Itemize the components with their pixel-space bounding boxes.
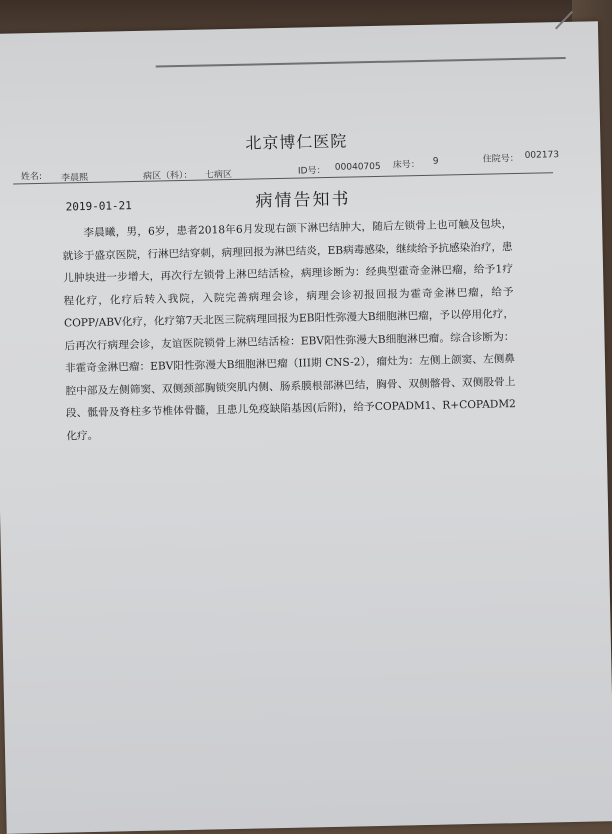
hospital-name: 北京博仁医院: [245, 131, 348, 153]
fold-line: [156, 57, 566, 68]
id-value: 00040705: [334, 161, 381, 173]
bed-value: 9: [432, 156, 439, 167]
document-body: [62, 213, 517, 447]
name-label: 姓名:: [20, 171, 43, 183]
bed-label: 床号：: [392, 160, 420, 171]
admission-label: 住院号：: [482, 153, 519, 165]
ward-value: 七病区: [204, 169, 233, 181]
document-date: 2019-01-21: [65, 199, 132, 214]
id-label: ID号：: [297, 166, 326, 177]
name-value: 李晨熙: [60, 172, 89, 184]
admission-value: 002173: [524, 150, 560, 161]
body-paragraph: 李晨曦，男，6岁，患者2018年6月发现右颌下淋巴结肿大，随后左锁骨上也可触及包块，就诊于盛京医院，行淋巴结穿刺，病理回报为淋巴结炎，EB病毒感染，继续给予抗感染治疗，患儿肿块进一步增大，再次行左锁骨上淋巴结活检，病理诊断为：经典型霍奇金淋巴瘤，给予1疗程化疗，化疗后转入我院，入院完善病理会诊，病理会诊初报回报为霍奇金淋巴瘤，给予COPP/ABV化疗，化疗第7天北医三院病理回报为EB阳性弥漫大B细胞淋巴瘤，予以停用化疗，后再次行病理会诊，友谊医院锁骨上淋巴结活检：EBV阳性弥漫大B细胞淋巴瘤。综合诊断为：非霍奇金淋巴瘤：EBV阳性弥漫大B细胞淋巴瘤（III期 CNS-2），瘤灶为：左侧上颌窦、左侧鼻腔中部及左侧筛窦、双侧颈部胸锁突肌内侧、肠系膜根部淋巴结，胸骨、双侧髂骨、双侧股骨上段、骶骨及脊柱多节椎体骨髓，且患儿免疫缺陷基因(后附)，给予COPADM1、R+COPADM2化疗。: [62, 218, 516, 442]
document-paper: [0, 21, 612, 834]
document-title: 病情告知书: [255, 189, 351, 212]
ward-label: 病区（科）：: [142, 170, 193, 182]
